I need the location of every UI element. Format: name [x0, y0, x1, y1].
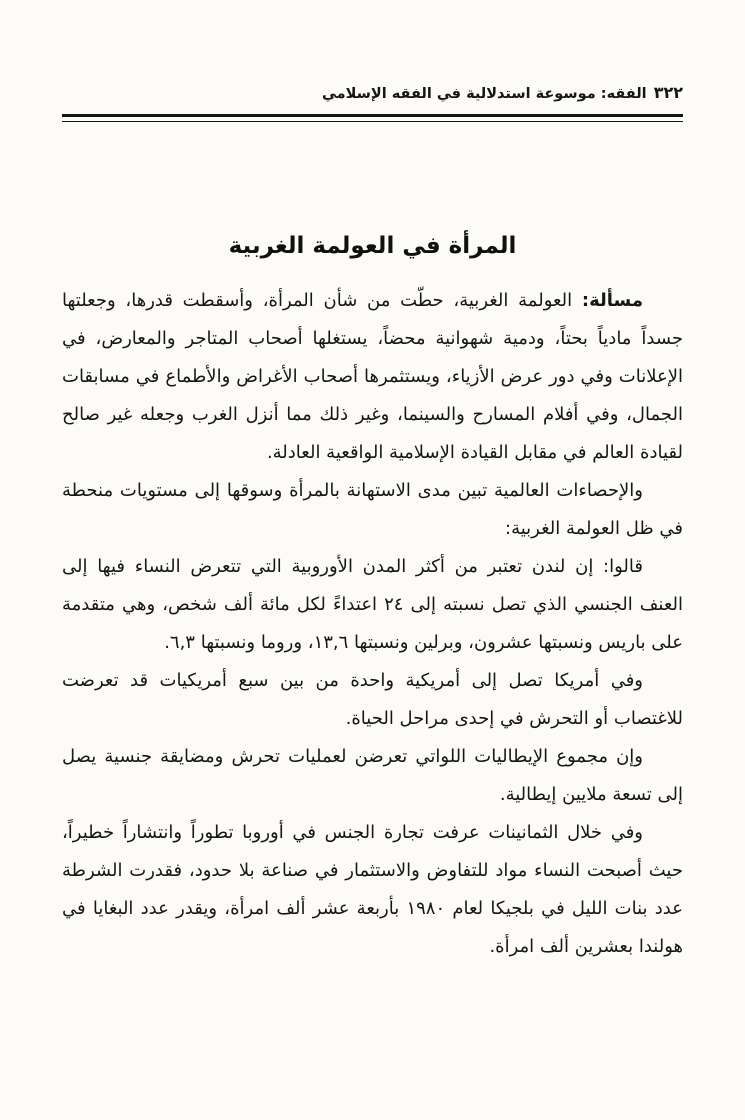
running-header-title: الفقه: موسوعة استدلالية في الفقه الإسلامي: [322, 86, 647, 103]
page-number: ٣٢٢: [653, 83, 683, 102]
page-header: [62, 82, 683, 104]
paragraph-5: وإن مجموع الإيطاليات اللواتي تعرضن لعمليات تحرش ومضايقة جنسية يصل إلى تسعة ملايين إيطالية.: [62, 746, 683, 805]
masala-label: مسألة:: [581, 290, 643, 311]
paragraph-1: [62, 282, 683, 472]
paragraph-1-text: العولمة الغربية، حطّت من شأن المرأة، وأسقطت قدرها، وجعلتها جسداً مادياً بحتاً، ودمية شهوانية محضاً، يستغلها أصحاب المتاجر والمعارض، في الإعلانات وفي دور عرض الأزياء، ويستثمرها أصحاب الأغراض والأطماع في مسابقات الجمال، وفي أفلام المسارح والسينما، وغير ذلك مما أنزل الغرب وجعله غير صالح لقيادة العالم في مقابل القيادة الإسلامية الواقعية العادلة.: [62, 290, 683, 463]
header-rule: [62, 114, 683, 122]
paragraph-2: والإحصاءات العالمية تبين مدى الاستهانة بالمرأة وسوقها إلى مستويات منحطة في ظل العولمة الغربية:: [62, 480, 683, 539]
paragraph-3: قالوا: إن لندن تعتبر من أكثر المدن الأوروبية التي تتعرض النساء فيها إلى العنف الجنسي الذي تصل نسبته إلى ٢٤ اعتداءً لكل مائة ألف شخص، وهي متقدمة على باريس ونسبتها عشرون، وبرلين ونسبتها ١٣,٦، وروما ونسبتها ٦,٣.: [62, 556, 683, 653]
paragraph-6: وفي خلال الثمانينات عرفت تجارة الجنس في أوروبا تطوراً وانتشاراً خطيراً، حيث أصبحت النساء مواد للتفاوض والاستثمار في صناعة بلا حدود، فقدرت الشرطة عدد بنات الليل في بلجيكا لعام ١٩٨٠ بأربعة عشر ألف امرأة، ويقدر عدد البغايا في هولندا بعشرين ألف امرأة.: [62, 822, 683, 957]
body-text: [62, 282, 683, 966]
paragraph-4: وفي أمريكا تصل إلى أمريكية واحدة من بين سبع أمريكيات قد تعرضت للاغتصاب أو التحرش في إحدى مراحل الحياة.: [62, 670, 683, 729]
section-title: المرأة في العولمة الغربية: [228, 233, 517, 260]
